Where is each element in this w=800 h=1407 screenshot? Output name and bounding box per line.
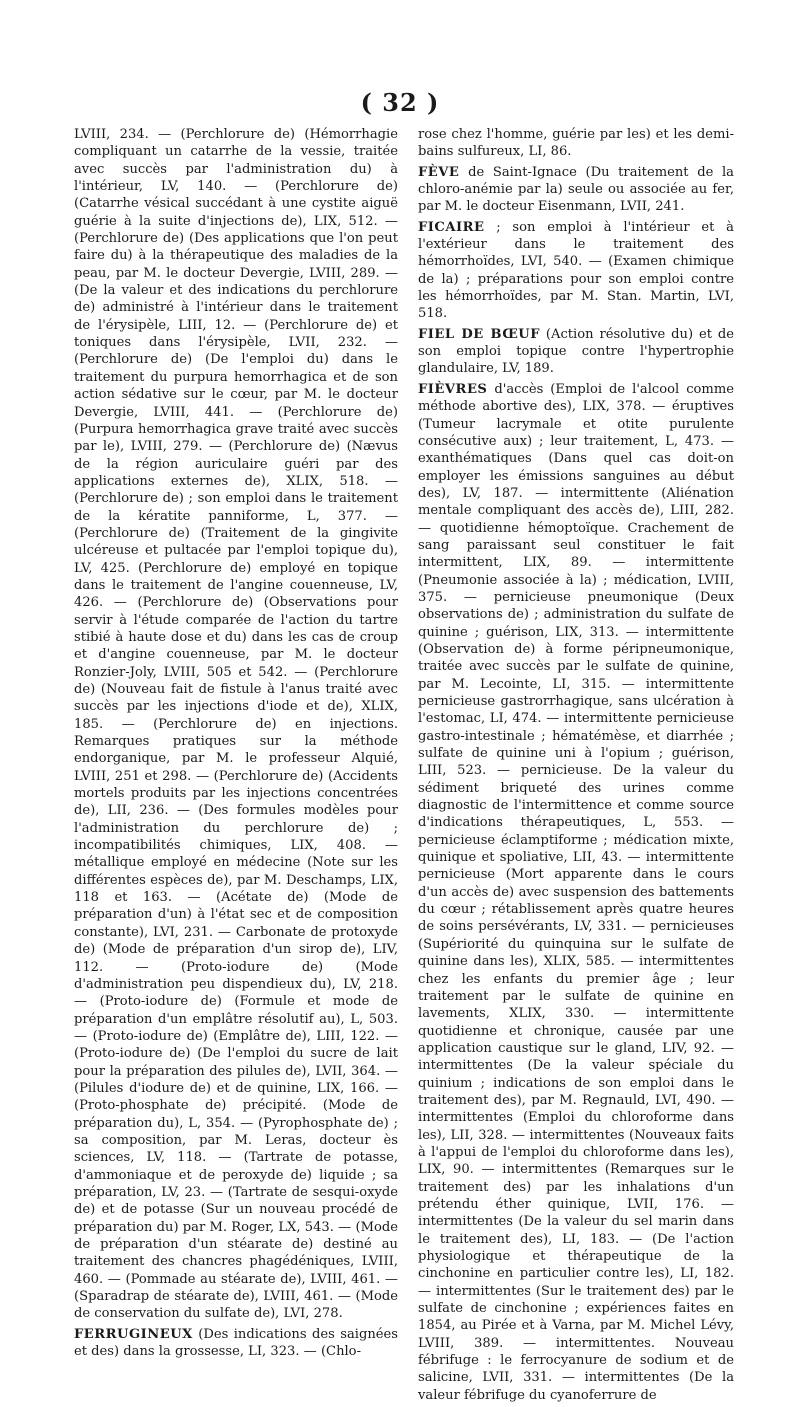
entry-text: (Des indications des saignées et des) dans la grossesse, LI, 323. — (Chlo- [74,1326,398,1360]
index-entry [418,164,734,216]
entry-text: ; son emploi à l'intérieur et à l'extérieur dans le traitement des hémorrhoïdes, LVI, 540. — (Examen chimique de la) ; préparations pour son emploi contre les hémorrhoïdes, par M. Stan. Martin, LVI, 518. [418,219,734,322]
right-column [418,126,734,1407]
entry-headword: FIEL DE BŒUF [418,326,540,342]
entry-text: de Saint-Ignace (Du traitement de la chloro-anémie par la) seule ou associée au fer, par M. le docteur Eisenmann, LVII, 241. [418,164,734,215]
page-number: ( 32 ) [360,88,440,117]
index-entry [418,219,734,323]
index-entry [74,1326,398,1361]
entry-headword: FIÈVRES [418,381,488,397]
entry-text: rose chez l'homme, guérie par les) et les demi-bains sulfureux, LI, 86. [418,127,734,160]
entry-headword: FERRUGINEUX [74,1326,193,1342]
index-entry [418,126,734,161]
entry-headword: FICAIRE [418,219,485,235]
index-entry [418,326,734,378]
index-entry [74,126,398,1323]
entry-text: LVIII, 234. — (Perchlorure de) (Hémorrhagie compliquant un catarrhe de la vessie, traitée avec succès par l'administration du) à l'intérieur, LV, 140. — (Perchlorure de) (Catarrhe vésical succédant à une cystite aiguë guérie à la suite d'injections de), LIX, 512. — (Perchlorure de) (Des applications que l'on peut faire du) à la thérapeutique des maladies de la peau, par M. le docteur Devergie, LVIII, 289. — (De la valeur et des indications du perchlorure de) administré à l'intérieur dans le traitement de l'érysipèle, LIII, 12. — (Perchlorure de) et toniques dans l'érysipèle, LVII, 232. — (Perchlorure de) (De l'emploi du) dans le traitement du purpura hemorrhagica et de son action sédative sur le cœur, par M. le docteur Devergie, LVIII, 441. — (Perchlorure de) (Purpura hemorrhagica grave traité avec succès par le), LVIII, 279. — (Perchlorure de) (Nævus de la région auriculaire guéri par des applications externes de), XLIX, 518. — (Perchlorure de) ; son emploi dans le traitement de la kératite panniforme, L, 377. — (Perchlorure de) (Traitement de la gingivite ulcéreuse et pultacée par l'emploi topique du), LV, 425. (Perchlorure de) employé en topique dans le traitement de l'angine couenneuse, LV, 426. — (Perchlorure de) (Observations pour servir à l'étude comparée de l'action du tartre stibié à haute dose et du) dans les cas de croup et d'angine couenneuse, par M. le docteur Ronzier-Joly, LVIII, 505 et 542. — (Perchlorure de) (Nouveau fait de fistule à l'anus traité avec succès par les injections d'iode et de), XLIX, 185. — (Perchlorure de) en injections. Remarques pratiques sur la méthode endorganique, par M. le professeur Alquié, LVIII, 251 et 298. — (Perchlorure de) (Accidents mortels produits par les injections concentrées de), LII, 236. — (Des formules modèles pour l'administration du perchlorure de) ; incompatibilités chimiques, LIX, 408. — métallique employé en médecine (Note sur les différentes espèces de), par M. Deschamps, LIX, 118 et 163. — (Acétate de) (Mode de préparation d'un) à l'état sec et de composition constante), LVI, 231. — Carbonate de protoxyde de) (Mode de préparation d'un sirop de), LIV, 112. — (Proto-iodure de) (Mode d'administration peu dispendieux du), LV, 218. — (Proto-iodure de) (Formule et mode de préparation d'un emplâtre résolutif au), L, 503. — (Proto-iodure de) (Emplâtre de), LIII, 122. — (Proto-iodure de) (De l'emploi du sucre de lait pour la préparation des pilules de), LVII, 364. — (Pilules d'iodure de) et de quinine, LIX, 166. — (Proto-phosphate de) précipité. (Mode de préparation du), L, 354. — (Pyrophosphate de) ; sa composition, par M. Leras, docteur ès sciences, LV, 118. — (Tartrate de potasse, d'ammoniaque et de peroxyde de) liquide ; sa préparation, LV, 23. — (Tartrate de sesqui-oxyde de) et de potasse (Sur un nouveau procédé de préparation du) par M. Roger, LX, 543. — (Mode de préparation d'un stéarate de) destiné au traitement des chancres phagédéniques, LVIII, 460. — (Pommade au stéarate de), LVIII, 461. — (Sparadrap de stéarate de), LVIII, 461. — (Mode de conservation du sulfate de), LVI, 278. [74,127,398,1322]
entry-text: (Action résolutive du) et de son emploi topique contre l'hypertrophie glandulaire, LV, 189. [418,326,734,377]
index-entry [418,381,734,1404]
left-column [74,126,398,1363]
entry-headword: FÈVE [418,164,460,180]
entry-text: d'accès (Emploi de l'alcool comme méthode abortive des), LIX, 378. — éruptives (Tumeur lacrymale et otite purulente consécutive aux) ; leur traitement, L, 473. — exanthématiques (Dans quel cas doit-on employer les émissions sanguines au début des), LV, 187. — intermittente (Aliénation mentale compliquant des accès de), LIII, 282. — quotidienne hémoptoïque. Crachement de sang paraissant seul constituer le fait intermittent, LIX, 89. — intermittente (Pneumonie associée à la) ; médication, LVIII, 375. — pernicieuse pneumonique (Deux observations de) ; administration du sulfate de quinine ; guérison, LIX, 313. — intermittente (Observation de) à forme péripneumonique, traitée avec succès par le sulfate de quinine, par M. Lecointe, LI, 315. — intermittente pernicieuse gastrorrhagique, sans ulcération à l'estomac, LI, 474. — intermittente pernicieuse gastro-intestinale ; hématémèse, et diarrhée ; sulfate de quinine uni à l'opium ; guérison, LIII, 523. — pernicieuse. De la valeur du sédiment briqueté des urines comme diagnostic de l'intermittence et comme source d'indications thérapeutiques, L, 553. — pernicieuse éclamptiforme ; médication mixte, quinique et spoliative, LII, 43. — intermittente pernicieuse (Mort apparente dans le cours d'un accès de) avec suspension des battements du cœur ; rétablissement après quatre heures de soins persévérants, LV, 331. — pernicieuses (Supériorité du quinquina sur le sulfate de quinine dans les), XLIX, 585. — intermittentes chez les enfants du premier âge ; leur traitement par le sulfate de quinine en lavements, XLIX, 330. — intermittente quotidienne et chronique, causée par une application caustique sur le gland, LIV, 92. — intermittentes (De la valeur spéciale du quinium ; indications de son emploi dans le traitement des), par M. Regnauld, LVI, 490. — intermittentes (Emploi du chloroforme dans les), LII, 328. — intermittentes (Nouveaux faits à l'appui de l'emploi du chloroforme dans les), LIX, 90. — intermittentes (Remarques sur le traitement des) par les inhalations d'un prétendu éther quinique, LVII, 176. — intermittentes (De la valeur du sel marin dans le traitement des), LI, 183. — (De l'action physiologique et thérapeutique de la cinchonine en particulier contre les), LI, 182. — intermittentes (Sur le traitement des) par le sulfate de cinchonine ; expériences faites en 1854, au Pirée et à Varna, par M. Michel Lévy, LVIII, 389. — intermittentes. Nouveau fébrifuge : le ferrocyanure de sodium et de salicine, LVII, 331. — intermittentes (De la valeur fébrifuge du cyanoferrure de [418,381,734,1403]
